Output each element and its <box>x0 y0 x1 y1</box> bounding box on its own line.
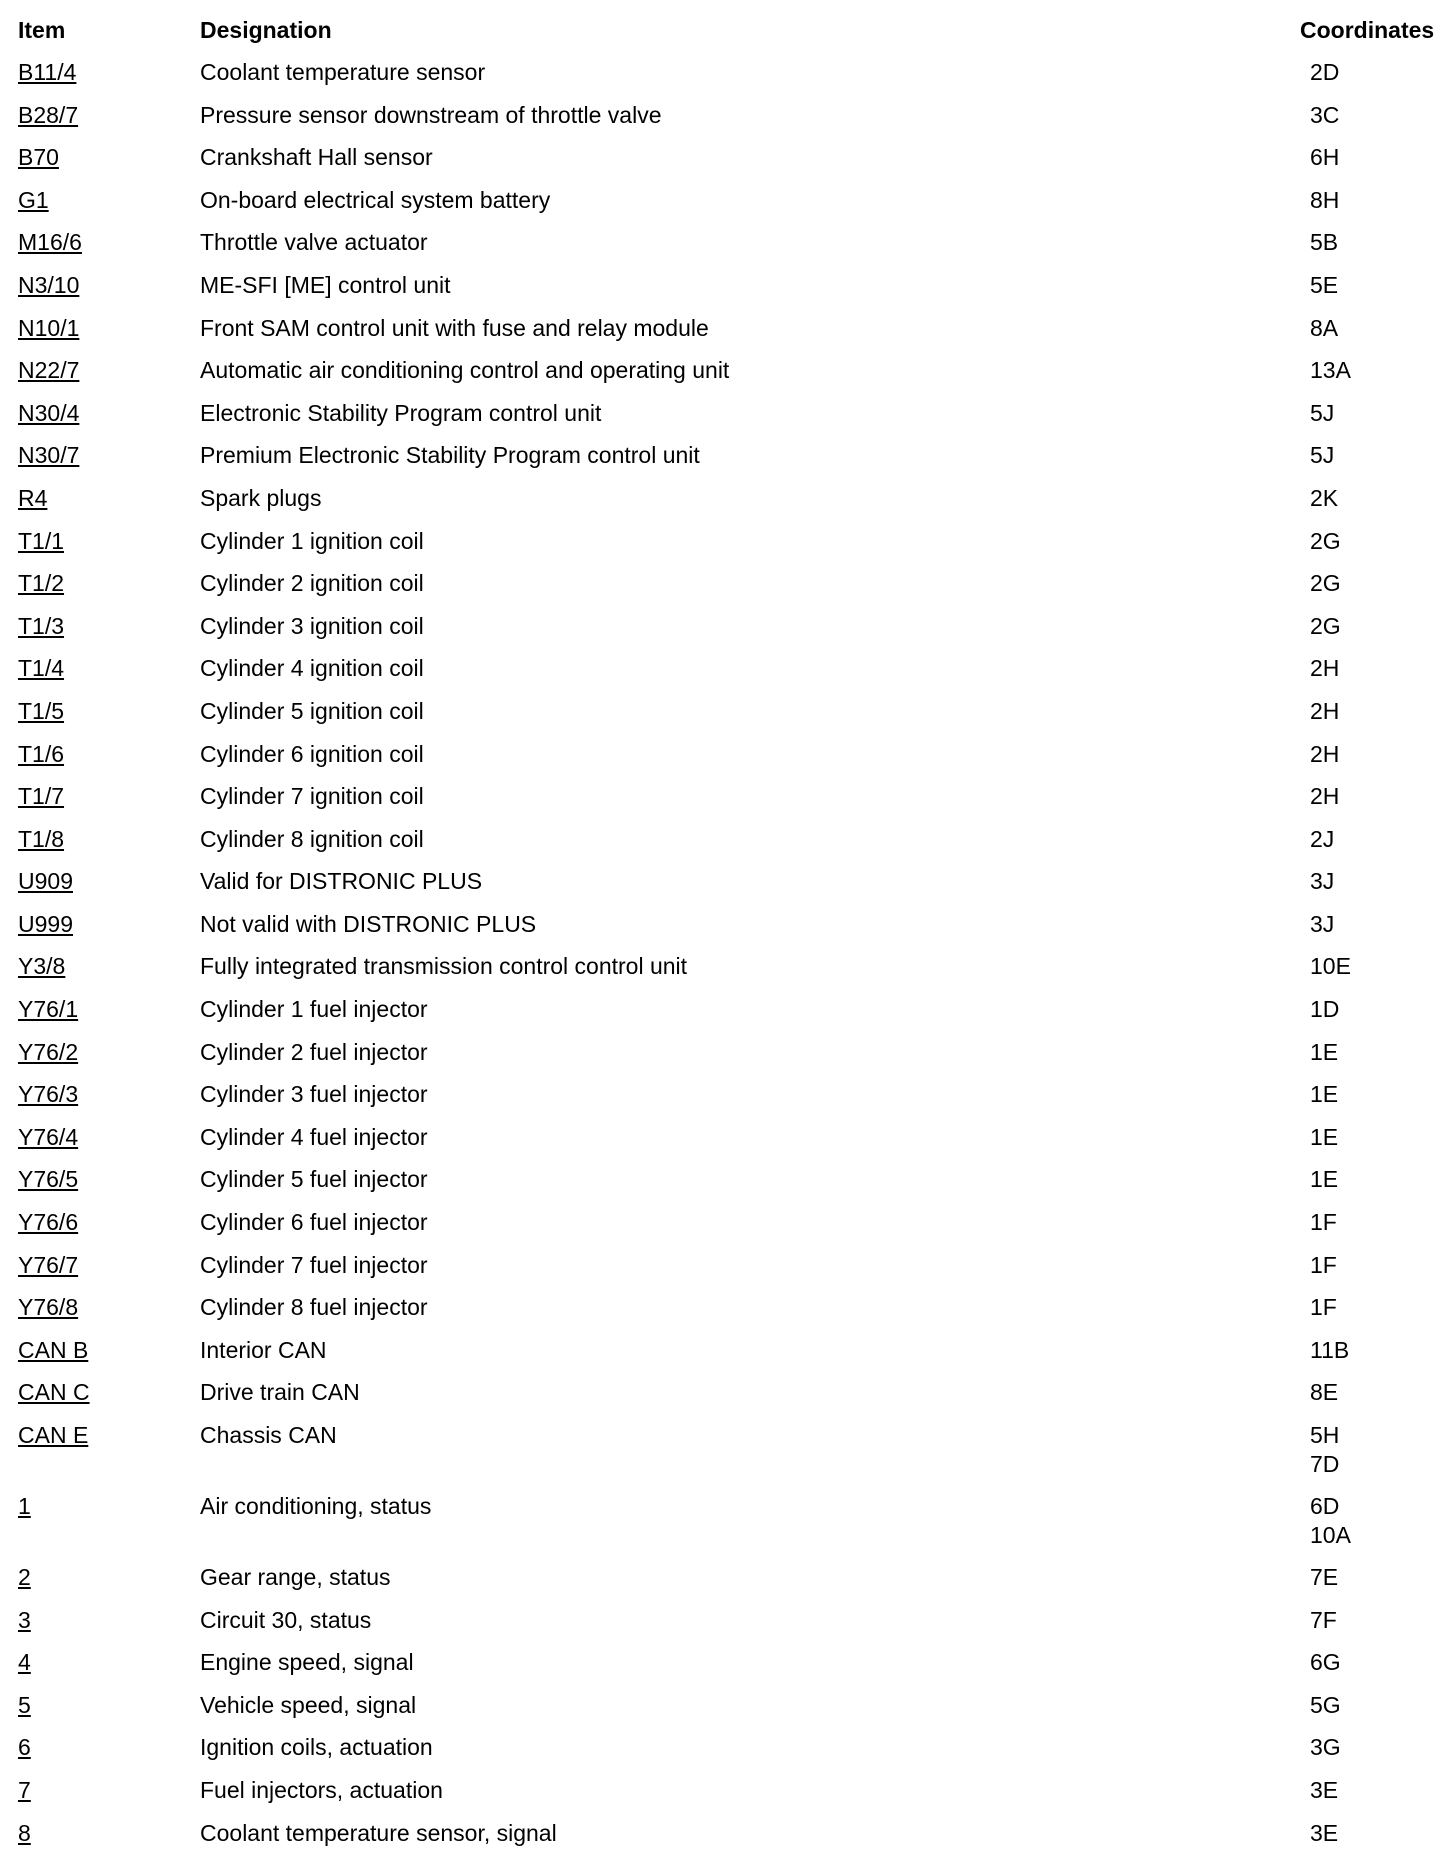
item-link[interactable]: T1/4 <box>18 655 65 682</box>
designation-cell: Circuit 30, status <box>200 1606 372 1633</box>
item-link[interactable]: CAN E <box>18 1422 89 1448</box>
designation-cell: Coolant temperature sensor <box>200 59 486 85</box>
item-link[interactable]: T1/3 <box>18 612 65 639</box>
item-link[interactable]: R4 <box>18 484 48 511</box>
table-row <box>18 1293 1438 1336</box>
legend-table <box>18 14 1438 1861</box>
item-cell <box>18 1293 200 1336</box>
item-link[interactable]: U999 <box>18 910 73 937</box>
coordinate-value: 1E <box>1310 1038 1339 1065</box>
coordinate-value: 1E <box>1310 1166 1339 1193</box>
table-row <box>18 995 1438 1038</box>
coordinate-value: 5H <box>1310 1422 1340 1448</box>
item-cell <box>18 952 200 995</box>
coordinate-value: 2G <box>1310 612 1341 639</box>
item-cell <box>18 697 200 740</box>
designation-cell: Cylinder 7 fuel injector <box>200 1251 428 1278</box>
coordinates-cell <box>1300 1123 1438 1166</box>
designation-cell: Fuel injectors, actuation <box>200 1776 443 1803</box>
coordinates-cell <box>1300 910 1438 953</box>
coordinates-cell <box>1300 441 1438 484</box>
coordinates-cell <box>1300 271 1438 314</box>
designation-cell: Cylinder 8 ignition coil <box>200 825 424 852</box>
coordinate-value: 3E <box>1310 1819 1339 1846</box>
designation-cell: Automatic air conditioning control and operating unit <box>200 357 730 384</box>
table-row <box>18 314 1438 357</box>
table-row <box>18 867 1438 910</box>
designation-cell: Crankshaft Hall sensor <box>200 144 433 171</box>
table-row <box>18 825 1438 868</box>
designation-cell: Cylinder 1 ignition coil <box>200 527 424 554</box>
table-row <box>18 1648 1438 1691</box>
table-row <box>18 1492 1438 1563</box>
coordinate-value: 3J <box>1310 868 1335 895</box>
coordinate-value: 6H <box>1310 144 1340 171</box>
table-row <box>18 1819 1438 1862</box>
designation-cell: On-board electrical system battery <box>200 186 551 213</box>
coordinate-value: 7E <box>1310 1564 1339 1590</box>
item-link[interactable]: B11/4 <box>18 59 77 85</box>
coordinate-value: 2H <box>1310 783 1340 810</box>
coordinates-cell <box>1300 952 1438 995</box>
coordinate-value: 1E <box>1310 1123 1339 1150</box>
designation-cell: Cylinder 4 ignition coil <box>200 655 424 682</box>
designation-cell: Cylinder 7 ignition coil <box>200 783 424 810</box>
item-link[interactable]: B28/7 <box>18 101 79 128</box>
item-link[interactable]: T1/6 <box>18 740 65 767</box>
table-row <box>18 1038 1438 1081</box>
item-link[interactable]: Y76/8 <box>18 1294 79 1321</box>
item-link[interactable]: 3 <box>18 1606 31 1633</box>
coordinates-cell <box>1300 612 1438 655</box>
item-cell <box>18 1080 200 1123</box>
coordinates-cell <box>1300 356 1438 399</box>
coordinate-value: 6G <box>1310 1649 1341 1676</box>
coordinates-cell <box>1300 399 1438 442</box>
item-link[interactable]: Y76/1 <box>18 996 79 1023</box>
designation-cell: Cylinder 3 fuel injector <box>200 1081 428 1108</box>
coordinate-value: 5J <box>1310 399 1335 426</box>
item-link[interactable]: Y76/5 <box>18 1166 79 1193</box>
coordinates-cell <box>1300 740 1438 783</box>
coordinates-cell <box>1300 1819 1438 1862</box>
table-row <box>18 1251 1438 1294</box>
table-row <box>18 1123 1438 1166</box>
designation-cell: Interior CAN <box>200 1336 327 1363</box>
item-link[interactable]: T1/7 <box>18 783 65 810</box>
designation-cell: Pressure sensor downstream of throttle valve <box>200 101 662 128</box>
coordinate-value: 2G <box>1310 570 1341 597</box>
designation-cell: Fully integrated transmission control control unit <box>200 953 688 980</box>
item-link[interactable]: Y3/8 <box>18 953 66 980</box>
designation-cell: Cylinder 1 fuel injector <box>200 996 428 1023</box>
coordinates-cell <box>1300 1293 1438 1336</box>
item-link[interactable]: N30/7 <box>18 442 80 469</box>
table-row <box>18 527 1438 570</box>
item-link[interactable]: 5 <box>18 1691 31 1718</box>
coordinates-column-header: Coordinates <box>1300 17 1435 43</box>
coordinates-cell <box>1300 1733 1438 1776</box>
coordinates-cell <box>1300 1648 1438 1691</box>
item-cell <box>18 527 200 570</box>
item-cell <box>18 995 200 1038</box>
item-cell <box>18 58 200 101</box>
designation-cell: Electronic Stability Program control unit <box>200 399 602 426</box>
coordinates-cell <box>1300 1251 1438 1294</box>
coordinate-value: 13A <box>1310 357 1351 384</box>
table-row <box>18 1165 1438 1208</box>
item-link[interactable]: T1/2 <box>18 570 65 597</box>
table-row <box>18 1776 1438 1819</box>
coordinate-value: 5J <box>1310 442 1335 469</box>
table-row <box>18 1080 1438 1123</box>
table-row <box>18 1378 1438 1421</box>
designation-cell: Throttle valve actuator <box>200 229 428 256</box>
designation-cell: Coolant temperature sensor, signal <box>200 1819 557 1846</box>
coordinates-cell <box>1300 186 1438 229</box>
item-link[interactable]: 7 <box>18 1776 31 1803</box>
coordinates-cell <box>1300 654 1438 697</box>
table-row <box>18 58 1438 101</box>
item-cell <box>18 1776 200 1819</box>
designation-cell: Cylinder 2 fuel injector <box>200 1038 428 1065</box>
item-link[interactable]: 8 <box>18 1819 31 1846</box>
coordinates-cell <box>1300 825 1438 868</box>
coordinates-cell <box>1300 143 1438 186</box>
designation-cell: Not valid with DISTRONIC PLUS <box>200 910 537 937</box>
item-cell <box>18 186 200 229</box>
item-link[interactable]: U909 <box>18 868 73 895</box>
designation-cell: Cylinder 2 ignition coil <box>200 570 424 597</box>
coordinate-value: 1F <box>1310 1294 1337 1321</box>
item-cell <box>18 143 200 186</box>
table-row <box>18 782 1438 825</box>
item-link[interactable]: Y76/6 <box>18 1209 79 1236</box>
item-link[interactable]: T1/5 <box>18 697 65 724</box>
coordinate-value: 5B <box>1310 229 1339 256</box>
item-link[interactable]: 6 <box>18 1734 31 1761</box>
coordinates-cell <box>1300 995 1438 1038</box>
item-cell <box>18 1606 200 1649</box>
item-cell <box>18 399 200 442</box>
coordinates-cell <box>1300 484 1438 527</box>
coordinates-cell <box>1300 58 1438 101</box>
item-link[interactable]: Y76/7 <box>18 1251 79 1278</box>
coordinate-value: 5E <box>1310 271 1339 298</box>
designation-cell: Vehicle speed, signal <box>200 1691 417 1718</box>
coordinates-cell <box>1300 1336 1438 1379</box>
item-link[interactable]: N3/10 <box>18 271 80 298</box>
item-cell <box>18 1251 200 1294</box>
coordinates-cell <box>1300 228 1438 271</box>
item-link[interactable]: Y76/4 <box>18 1123 79 1150</box>
coordinates-cell <box>1300 1208 1438 1251</box>
table-row <box>18 740 1438 783</box>
item-cell <box>18 1038 200 1081</box>
item-link[interactable]: G1 <box>18 186 49 213</box>
coordinate-value: 8H <box>1310 186 1340 213</box>
item-link[interactable]: 1 <box>18 1493 31 1519</box>
item-cell <box>18 1123 200 1166</box>
item-cell <box>18 782 200 825</box>
designation-cell: Cylinder 5 ignition coil <box>200 697 424 724</box>
item-cell <box>18 1208 200 1251</box>
coordinate-value: 8A <box>1310 314 1339 341</box>
table-row <box>18 569 1438 612</box>
coordinates-cell <box>1300 782 1438 825</box>
item-cell <box>18 910 200 953</box>
item-cell <box>18 1378 200 1421</box>
item-cell <box>18 867 200 910</box>
item-link[interactable]: T1/8 <box>18 825 65 852</box>
item-link[interactable]: 2 <box>18 1564 31 1590</box>
designation-cell: Cylinder 4 fuel injector <box>200 1123 428 1150</box>
coordinate-value: 7F <box>1310 1606 1337 1633</box>
coordinate-value: 6D <box>1310 1493 1340 1519</box>
coordinates-cell <box>1300 569 1438 612</box>
item-link[interactable]: Y76/3 <box>18 1081 79 1108</box>
item-cell <box>18 1819 200 1862</box>
designation-cell: Valid for DISTRONIC PLUS <box>200 868 483 895</box>
item-cell <box>18 1165 200 1208</box>
item-cell <box>18 356 200 399</box>
coordinate-value: 2H <box>1310 655 1340 682</box>
coordinates-cell <box>1300 697 1438 740</box>
coordinate-value: 3E <box>1310 1776 1339 1803</box>
coordinate-value: 2K <box>1310 484 1339 511</box>
coordinate-value: 5G <box>1310 1691 1341 1718</box>
item-cell <box>18 1563 200 1606</box>
coordinate-value: 3J <box>1310 910 1335 937</box>
designation-cell: Cylinder 5 fuel injector <box>200 1166 428 1193</box>
designation-cell: ME-SFI [ME] control unit <box>200 271 451 298</box>
coordinates-cell <box>1300 1165 1438 1208</box>
table-row <box>18 1563 1438 1606</box>
coordinate-value: 1D <box>1310 996 1340 1023</box>
coordinate-value: 11B <box>1310 1336 1350 1363</box>
designation-cell: Cylinder 8 fuel injector <box>200 1294 428 1321</box>
coordinates-cell <box>1300 867 1438 910</box>
coordinate-value: 2D <box>1310 59 1340 85</box>
coordinate-value: 8E <box>1310 1379 1339 1406</box>
item-link[interactable]: CAN C <box>18 1379 90 1406</box>
coordinates-cell <box>1300 1606 1438 1649</box>
table-row <box>18 952 1438 995</box>
item-link[interactable]: Y76/2 <box>18 1038 79 1065</box>
coordinate-value: 3G <box>1310 1734 1341 1761</box>
table-row <box>18 1421 1438 1492</box>
coordinates-cell <box>1300 1038 1438 1081</box>
coordinates-cell <box>1300 1492 1438 1563</box>
table-row <box>18 1336 1438 1379</box>
item-cell <box>18 441 200 484</box>
coordinate-value: 1F <box>1310 1209 1337 1236</box>
table-row <box>18 1691 1438 1734</box>
coordinates-cell <box>1300 1691 1438 1734</box>
table-row <box>18 612 1438 655</box>
item-link[interactable]: N30/4 <box>18 399 80 426</box>
item-cell <box>18 1492 200 1563</box>
designation-cell: Spark plugs <box>200 484 322 511</box>
table-row <box>18 654 1438 697</box>
coordinate-value: 10E <box>1310 953 1351 980</box>
table-row <box>18 271 1438 314</box>
coordinate-value: 2J <box>1310 825 1335 852</box>
item-link[interactable]: N10/1 <box>18 314 80 341</box>
table-row <box>18 356 1438 399</box>
item-cell <box>18 825 200 868</box>
coordinate-value: 2H <box>1310 697 1340 724</box>
designation-cell: Ignition coils, actuation <box>200 1734 433 1761</box>
item-link[interactable]: T1/1 <box>18 527 65 554</box>
coordinates-cell <box>1300 1563 1438 1606</box>
table-row <box>18 910 1438 953</box>
coordinates-cell <box>1300 1421 1438 1492</box>
item-cell <box>18 1733 200 1776</box>
item-cell <box>18 1691 200 1734</box>
item-cell <box>18 1336 200 1379</box>
table-row <box>18 186 1438 229</box>
item-cell <box>18 612 200 655</box>
table-row <box>18 1733 1438 1776</box>
designation-cell: Air conditioning, status <box>200 1493 432 1519</box>
coordinate-value: 1F <box>1310 1251 1337 1278</box>
designation-cell: Gear range, status <box>200 1564 391 1590</box>
table-row <box>18 399 1438 442</box>
item-link[interactable]: N22/7 <box>18 357 80 384</box>
coordinates-cell <box>1300 314 1438 357</box>
designation-column-header: Designation <box>200 17 332 43</box>
designation-cell: Chassis CAN <box>200 1422 337 1448</box>
coordinate-value: 3C <box>1310 101 1340 128</box>
table-row <box>18 228 1438 271</box>
coordinate-value: 10A <box>1310 1522 1351 1548</box>
table-row <box>18 1606 1438 1649</box>
item-cell <box>18 228 200 271</box>
item-cell <box>18 654 200 697</box>
item-link[interactable]: CAN B <box>18 1336 89 1363</box>
coordinates-cell <box>1300 527 1438 570</box>
item-column-header: Item <box>18 17 66 43</box>
table-row <box>18 101 1438 144</box>
coordinates-cell <box>1300 1378 1438 1421</box>
table-row <box>18 484 1438 527</box>
coordinates-cell <box>1300 1080 1438 1123</box>
table-row <box>18 441 1438 484</box>
item-cell <box>18 740 200 783</box>
designation-cell: Engine speed, signal <box>200 1649 414 1676</box>
item-link[interactable]: M16/6 <box>18 229 82 256</box>
table-row <box>18 143 1438 186</box>
designation-cell: Cylinder 3 ignition coil <box>200 612 424 639</box>
item-cell <box>18 1648 200 1691</box>
coordinate-value: 7D <box>1310 1451 1340 1477</box>
item-cell <box>18 271 200 314</box>
coordinate-value: 1E <box>1310 1081 1339 1108</box>
coordinate-value: 2G <box>1310 527 1341 554</box>
coordinates-cell <box>1300 1776 1438 1819</box>
item-cell <box>18 484 200 527</box>
table-row <box>18 697 1438 740</box>
coordinates-cell <box>1300 101 1438 144</box>
designation-cell: Cylinder 6 ignition coil <box>200 740 424 767</box>
item-cell <box>18 1421 200 1492</box>
designation-cell: Premium Electronic Stability Program control unit <box>200 442 700 469</box>
item-cell <box>18 101 200 144</box>
table-row <box>18 1208 1438 1251</box>
header-row <box>18 14 1438 58</box>
coordinate-value: 2H <box>1310 740 1340 767</box>
item-cell <box>18 314 200 357</box>
designation-cell: Front SAM control unit with fuse and relay module <box>200 314 709 341</box>
item-cell <box>18 569 200 612</box>
designation-cell: Drive train CAN <box>200 1379 360 1406</box>
legend-body <box>18 58 1438 1861</box>
item-link[interactable]: B70 <box>18 144 59 171</box>
designation-cell: Cylinder 6 fuel injector <box>200 1209 428 1236</box>
item-link[interactable]: 4 <box>18 1649 31 1676</box>
